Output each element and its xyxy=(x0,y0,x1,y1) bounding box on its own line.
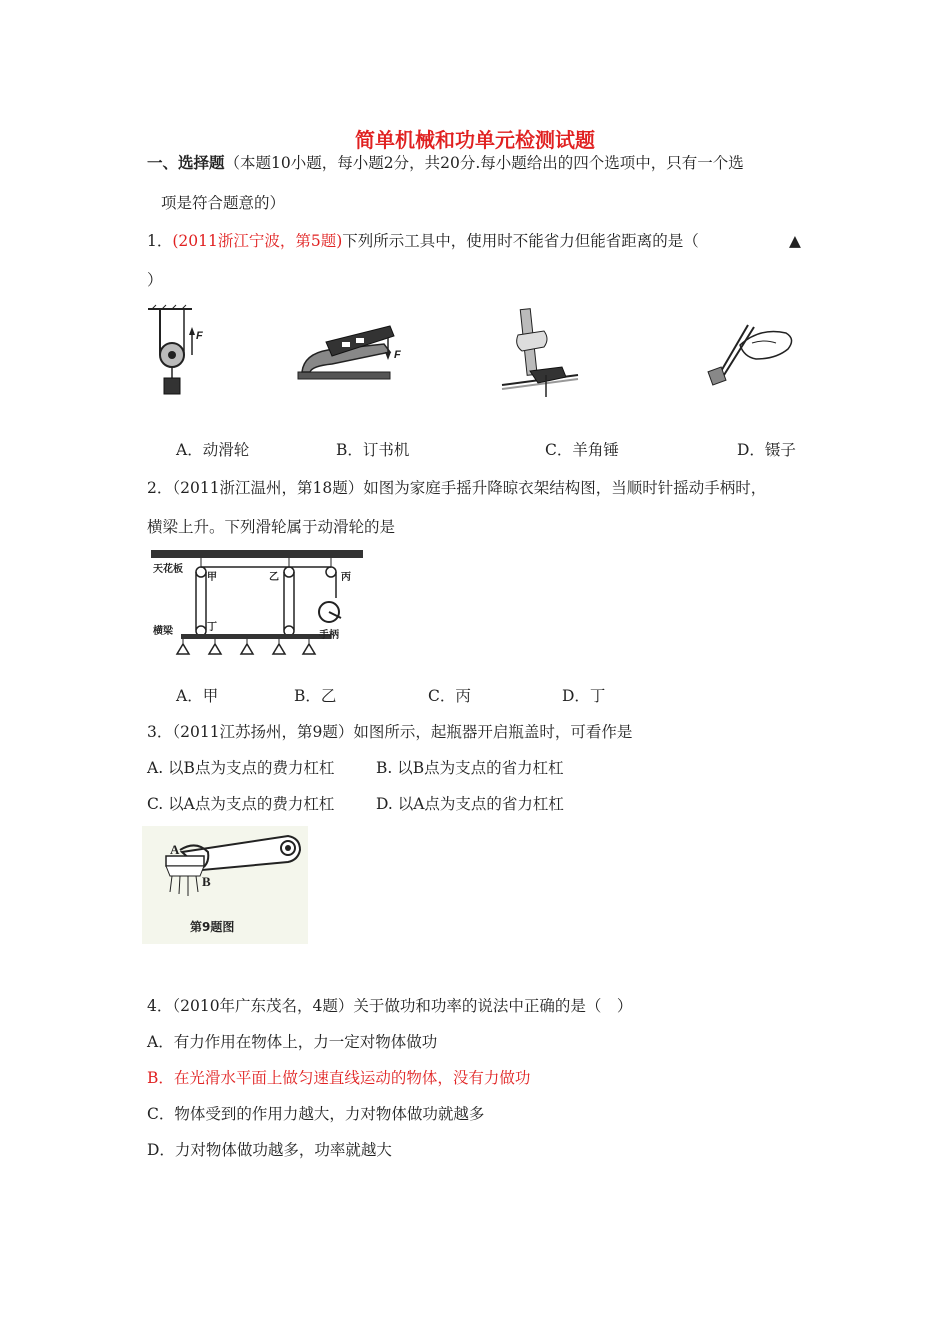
question-3-stem: 3．（2011江苏扬州，第9题）如图所示，起瓶器开启瓶盖时，可看作是 xyxy=(147,723,633,741)
tweezers-figure xyxy=(700,315,800,390)
question-source: (2011浙江宁波，第5题) xyxy=(172,232,343,250)
page-title: 简单机械和功单元检测试题 xyxy=(355,128,595,152)
option-b: B．乙 xyxy=(294,687,337,705)
option-b-correct: B．在光滑水平面上做匀速直线运动的物体，没有力做功 xyxy=(147,1069,531,1087)
point-a-label: A xyxy=(170,842,180,857)
option-b: B．订书机 xyxy=(336,441,410,459)
question-1-close: ） xyxy=(147,271,163,289)
section-instructions: （本题10小题，每小题2分，共20分.每小题给出的四个选项中，只有一个选 xyxy=(224,154,744,172)
option-c: C．物体受到的作用力越大，力对物体做功就越多 xyxy=(147,1105,485,1123)
option-b: B. 以B点为支点的省力杠杠 xyxy=(376,759,564,777)
section-heading-line xyxy=(147,153,744,173)
option-a: A．甲 xyxy=(176,687,219,705)
force-label: F xyxy=(196,330,203,342)
question-2-stem-cont: 横梁上升。下列滑轮属于动滑轮的是 xyxy=(147,518,396,536)
point-b-label: B xyxy=(202,874,211,889)
pulley-yi-label: 乙 xyxy=(269,572,279,583)
question-text: 下列所示工具中，使用时不能省力但能省距离的是（ xyxy=(342,232,699,250)
option-a: A．动滑轮 xyxy=(176,441,250,459)
clothes-rack-figure xyxy=(145,548,375,663)
option-a: A．有力作用在物体上，力一定对物体做功 xyxy=(147,1033,438,1051)
handle-label: 手柄 xyxy=(319,630,339,641)
option-d: D．丁 xyxy=(562,687,606,705)
section-instructions-cont: 项是符合题意的） xyxy=(161,194,286,212)
option-c: C．丙 xyxy=(428,687,471,705)
section-heading: 一、选择题 xyxy=(147,153,225,172)
option-d: D. 以A点为支点的省力杠杠 xyxy=(376,795,564,813)
option-c: C．羊角锤 xyxy=(545,441,619,459)
answer-marker: ▲ xyxy=(789,232,801,250)
ceiling-label: 天花板 xyxy=(153,564,183,575)
question-2-stem: 2．（2011浙江温州，第18题）如图为家庭手摇升降晾衣架结构图，当顺时针摇动手柄时， xyxy=(147,479,767,497)
option-a: A. 以B点为支点的费力杠杠 xyxy=(147,759,335,777)
pulley-bing-label: 丙 xyxy=(341,572,351,583)
figure-caption: 第9题图 xyxy=(190,920,235,934)
question-1-stem xyxy=(147,231,699,251)
question-4-stem: 4．（2010年广东茂名，4题）关于做功和功率的说法中正确的是（ ） xyxy=(147,997,633,1015)
option-c: C. 以A点为支点的费力杠杠 xyxy=(147,795,335,813)
option-d: D．力对物体做功越多，功率就越大 xyxy=(147,1141,392,1159)
question-number: 1． xyxy=(147,232,173,250)
option-d: D．镊子 xyxy=(737,441,796,459)
claw-hammer-figure xyxy=(500,305,580,400)
bottle-opener-figure xyxy=(142,826,308,944)
force-label: F xyxy=(394,349,401,361)
pulley-ding-label: 丁 xyxy=(207,622,217,633)
movable-pulley-figure xyxy=(140,305,203,400)
stapler-figure xyxy=(292,320,412,385)
pulley-jia-label: 甲 xyxy=(207,572,217,583)
beam-label: 横梁 xyxy=(153,626,173,637)
